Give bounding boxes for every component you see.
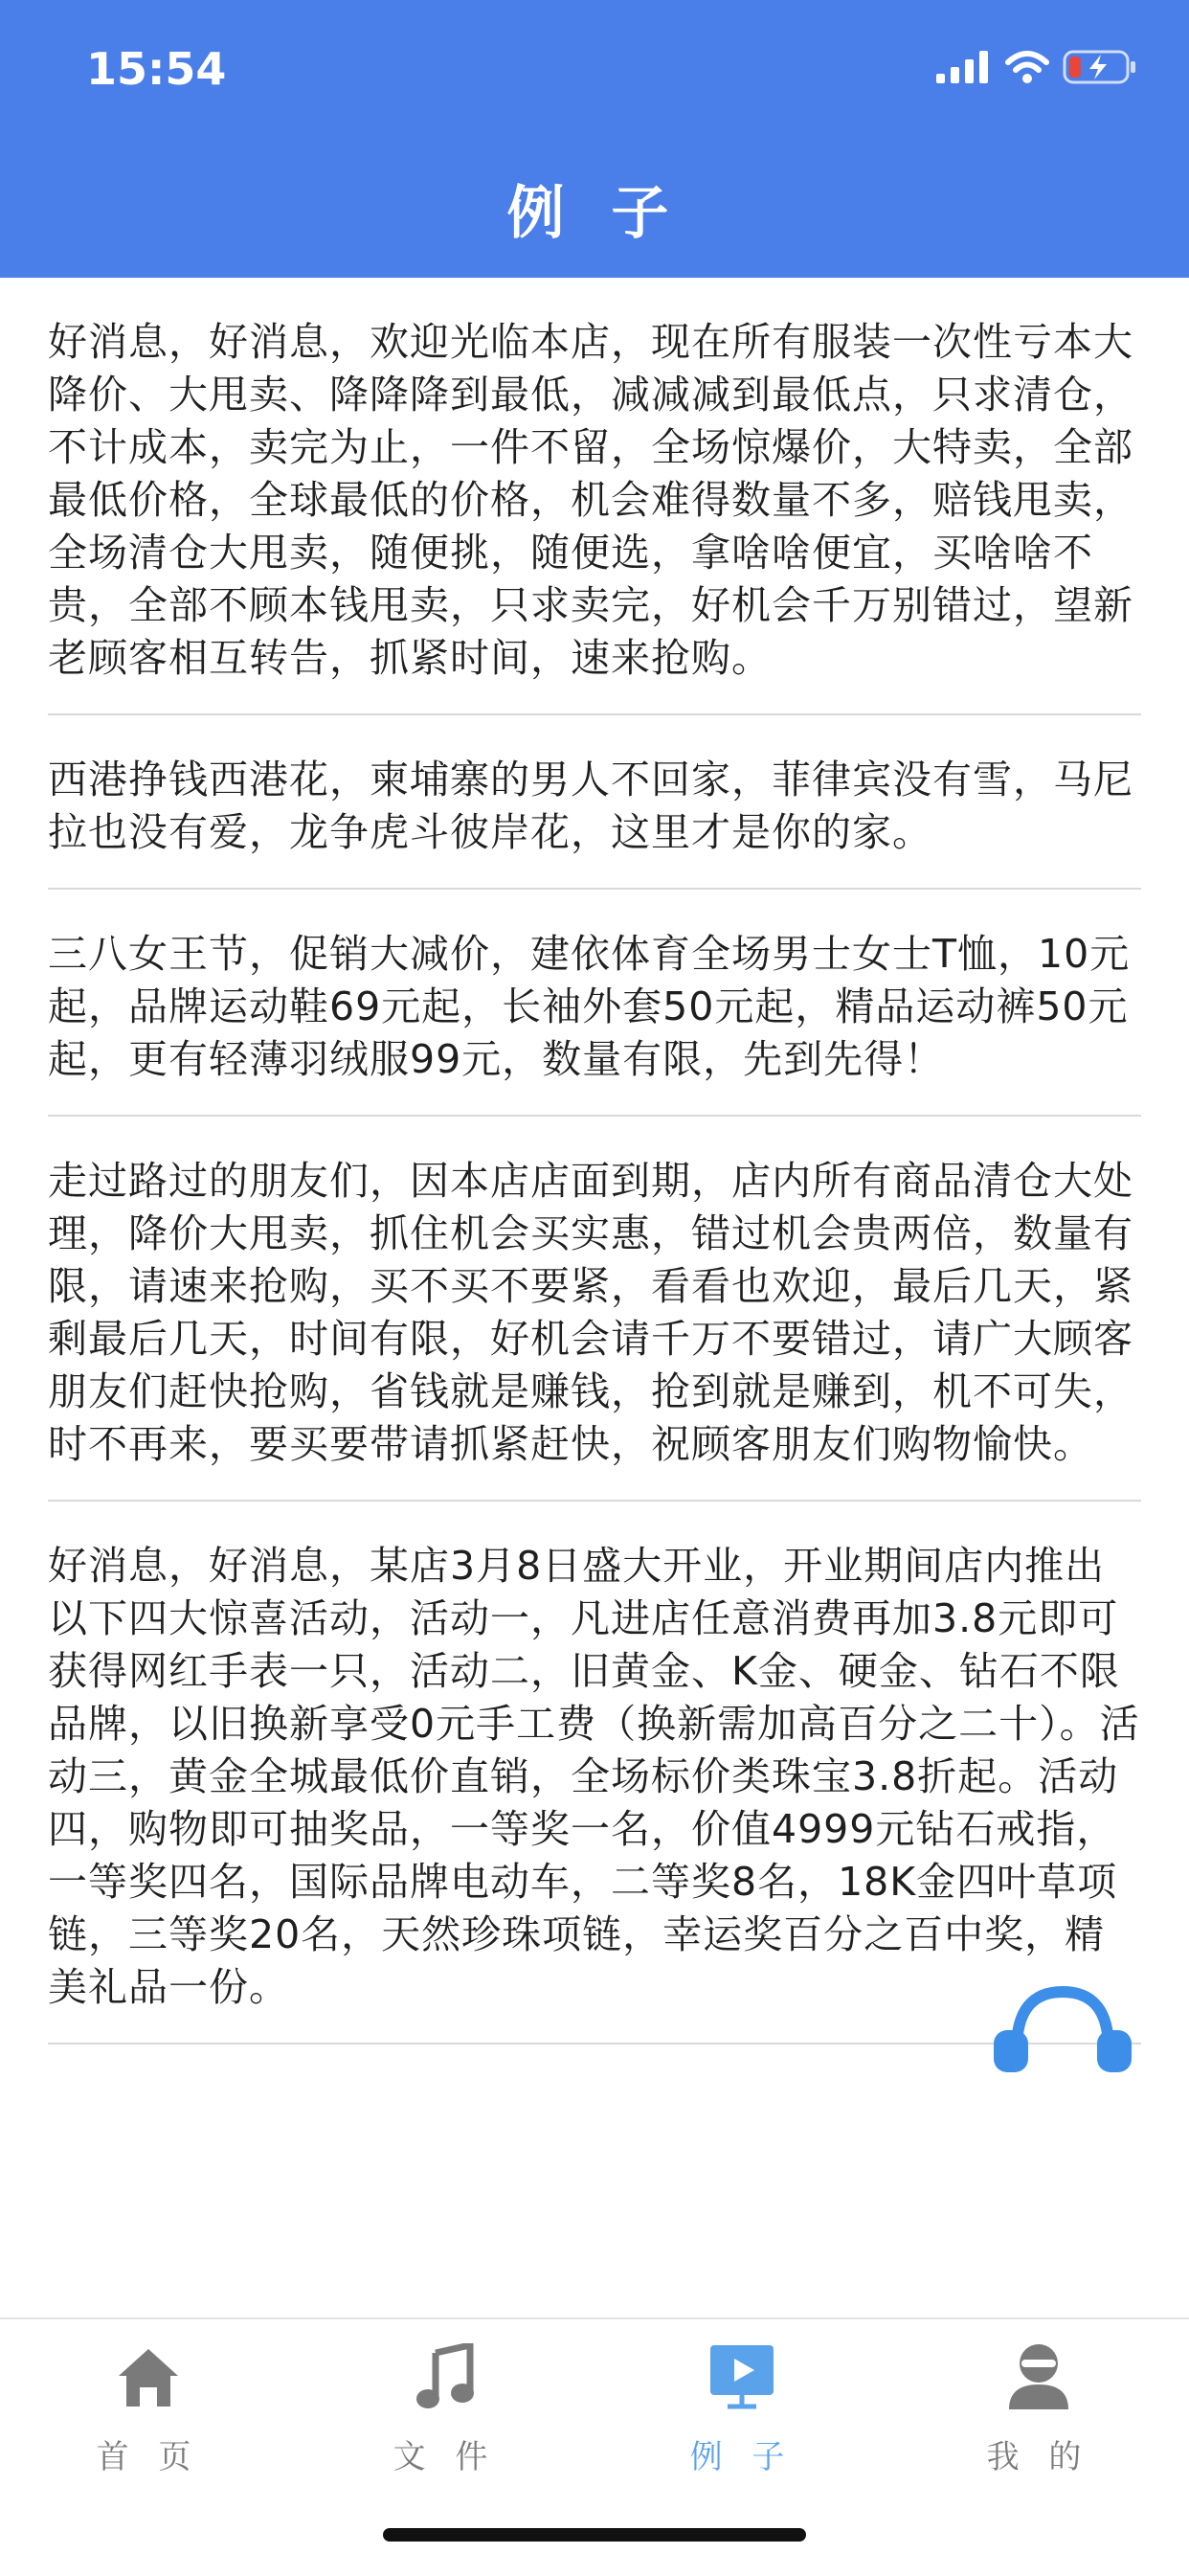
item-text: 好消息，好消息，欢迎光临本店，现在所有服装一次性亏本大降价、大甩卖、降降降到最低，减减减到最低点，只求清仓，不计成本，卖完为止，一件不留，全场惊爆价，大特卖，全部最低价格，全球最低的价格，机会难得数量不多，赔钱甩卖，全场清仓大甩卖，随便挑，随便选，拿啥啥便宜，买啥啥不贵，全部不顾本钱甩卖，只求卖完，好机会千万别错过，望新老顾客相互转告，抓紧时间，速来抢购。 [48,319,1133,681]
signal-icon [936,51,992,87]
tab-examples-label: 例 子 [689,2438,795,2476]
list-item[interactable] [48,1117,1141,1502]
tab-mine[interactable] [943,2340,1134,2484]
list-item[interactable] [48,715,1141,890]
page-title: 例 子 [506,180,683,247]
home-indicator[interactable] [383,2528,806,2542]
item-text: 三八女王节，促销大减价，建依体育全场男士女士T恤，10元起，品牌运动鞋69元起，长袖外套50元起，精品运动裤50元起，更有轻薄羽绒服99元，数量有限，先到先得！ [48,931,1131,1082]
play-board-icon [706,2340,778,2413]
tab-mine-label: 我 的 [986,2438,1091,2476]
tab-home-label: 首 页 [96,2438,201,2476]
tab-examples[interactable] [646,2340,838,2484]
item-text: 西港挣钱西港花，柬埔寨的男人不回家，菲律宾没有雪，马尼拉也没有爱，龙争虎斗彼岸花，这里才是你的家。 [48,757,1133,855]
list-item[interactable] [48,890,1141,1117]
list-item[interactable] [48,278,1141,715]
list-item[interactable] [48,1502,1141,2045]
tab-home[interactable] [53,2340,244,2484]
wifi-icon [1005,51,1049,87]
header-bar [0,0,1189,278]
headphone-icon[interactable] [986,1973,1139,2078]
home-icon [112,2340,185,2413]
user-icon [1002,2340,1075,2413]
status-time: 15:54 [86,43,227,95]
status-icons [936,50,1139,88]
tab-files-label: 文 件 [393,2438,498,2476]
music-note-icon [409,2340,482,2413]
battery-icon [1063,49,1139,89]
item-text: 走过路过的朋友们，因本店店面到期，店内所有商品清仓大处理，降价大甩卖，抓住机会买实惠，错过机会贵两倍，数量有限，请速来抢购，买不买不要紧，看看也欢迎，最后几天，紧剩最后几天，时间有限，好机会请千万不要错过，请广大顾客朋友们赶快抢购，省钱就是赚钱，抢到就是赚到，机不可失，时不再来，要买要带请抓紧赶快，祝顾客朋友们购物愉快。 [48,1158,1133,1467]
tab-files[interactable] [349,2340,541,2484]
item-text: 好消息，好消息，某店3月8日盛大开业，开业期间店内推出以下四大惊喜活动，活动一，凡进店任意消费再加3.8元即可获得网红手表一只，活动二，旧黄金、K金、硬金、钻石不限品牌，以旧换新享受0元手工费（换新需加高百分之二十）。活动三，黄金全城最低价直销，全场标价类珠宝3.8折起。活动四，购物即可抽奖品，一等奖一名，价值4999元钻石戒指，一等奖四名，国际品牌电动车，二等奖8名，18K金四叶草项链，三等奖20名，天然珍珠项链，幸运奖百分之百中奖，精美礼品一份。 [48,1543,1140,2010]
